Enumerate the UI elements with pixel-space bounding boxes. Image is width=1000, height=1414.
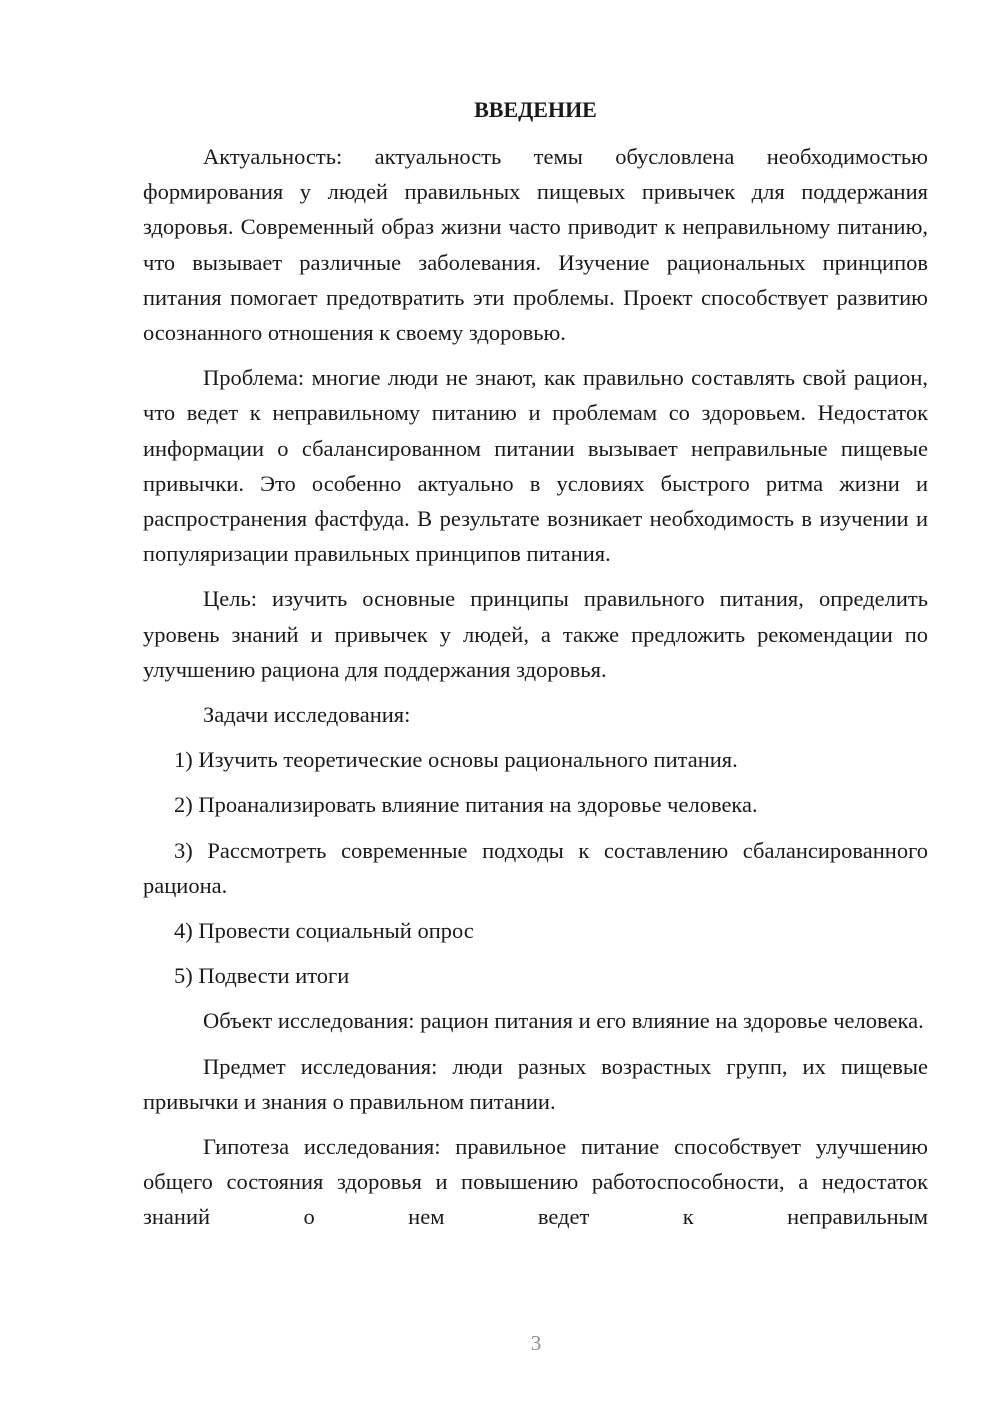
paragraph-goal: Цель: изучить основные принципы правильного питания, определить уровень знаний и привычек у людей, а также предложить рекомендации по улучшению рациона для поддержания здоровья.: [143, 586, 928, 682]
paragraph-object: Объект исследования: рацион питания и его влияние на здоровье человека.: [203, 1008, 924, 1034]
task-item-3: 3) Рассмотреть современные подходы к составлению сбалансированного рациона.: [143, 837, 928, 898]
task-item-2: 2) Проанализировать влияние питания на здоровье человека.: [174, 792, 758, 818]
section-heading: ВВЕДЕНИЕ: [474, 97, 597, 122]
paragraph-subject: Предмет исследования: люди разных возрастных групп, их пищевые привычки и знания о правильном питании.: [143, 1053, 928, 1114]
page-number: 3: [530, 1331, 542, 1355]
task-item-1: 1) Изучить теоретические основы рационального питания.: [174, 747, 738, 773]
task-item-5: 5) Подвести итоги: [174, 963, 350, 989]
paragraph-problem: Проблема: многие люди не знают, как правильно составлять свой рацион, что ведет к неправильному питанию и проблемам со здоровьем. Недостаток информации о сбалансированном питании вызывает неправильные пищевые привычки. Это особенно актуально в условиях быстрого ритма жизни и распространения фастфуда. В результате возникает необходимость в изучении и популяризации правильных принципов питания.: [143, 365, 928, 567]
paragraph-hypothesis: Гипотеза исследования: правильное питание способствует улучшению общего состояния здоровья и повышению работоспособности, а недостаток знаний о нем ведет к неправильным: [143, 1134, 928, 1230]
task-item-4: 4) Провести социальный опрос: [174, 918, 474, 944]
tasks-title: Задачи исследования:: [203, 702, 411, 728]
paragraph-relevance: Актуальность: актуальность темы обусловлена необходимостью формирования у людей правильных пищевых привычек для поддержания здоровья. Современный образ жизни часто приводит к неправильному питанию, что вызывает различные заболевания. Изучение рациональных принципов питания помогает предотвратить эти проблемы. Проект способствует развитию осознанного отношения к своему здоровью.: [143, 144, 928, 346]
document-page: [143, 92, 928, 1245]
